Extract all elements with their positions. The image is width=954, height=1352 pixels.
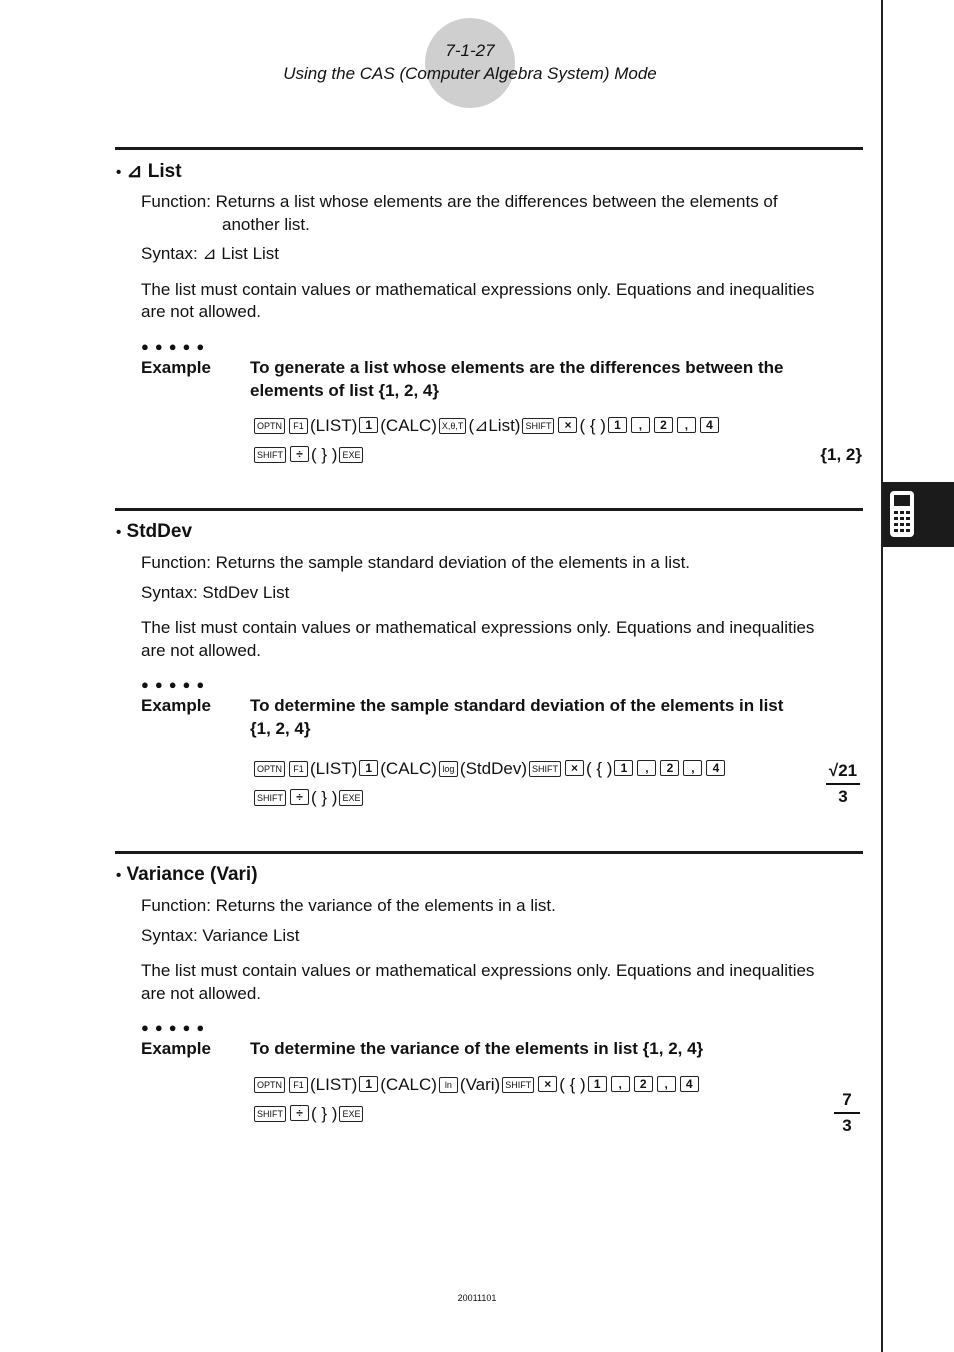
example-label: Example — [141, 696, 211, 715]
section-title: • ⊿ List — [116, 161, 182, 182]
chapter-tab — [883, 482, 954, 547]
exe-key: EXE — [339, 790, 363, 806]
shift-key: SHIFT — [254, 447, 286, 463]
key-sequence-cont — [252, 445, 365, 465]
example-label: Example — [141, 358, 211, 377]
shift-key: SHIFT — [254, 790, 286, 806]
ln-key: ln — [439, 1077, 458, 1093]
exe-key: EXE — [339, 1106, 363, 1122]
key-annotation: (⊿List) — [468, 416, 521, 435]
fraction-denominator: 3 — [842, 1115, 852, 1135]
section-rule — [115, 851, 863, 854]
key-sequence — [252, 416, 721, 436]
comma-key: , — [657, 1076, 676, 1092]
example-description-cont: {1, 2, 4} — [250, 719, 311, 738]
page-subtitle: Using the CAS (Computer Algebra System) Mode — [283, 64, 657, 83]
digit-key: 2 — [634, 1076, 653, 1092]
fraction-numerator: 7 — [842, 1090, 852, 1109]
section-rule — [115, 508, 863, 511]
exe-key: EXE — [339, 447, 363, 463]
optn-key: OPTN — [254, 761, 285, 777]
function-text: Function: Returns the sample standard deviation of the elements in a list. — [141, 553, 691, 572]
page-number: 7-1-27 — [445, 41, 495, 60]
example-description: To determine the sample standard deviation of the elements in list — [250, 696, 784, 715]
multiply-key: × — [565, 760, 584, 776]
key-annotation: (CALC) — [380, 416, 437, 435]
digit-key: 1 — [359, 417, 378, 433]
multiply-key: × — [538, 1076, 557, 1092]
x-theta-t-key: X,θ,T — [439, 418, 467, 434]
footer-code: 20011101 — [457, 1293, 497, 1303]
log-key: log — [439, 761, 458, 777]
function-text: Function: Returns a list whose elements are the differences between the elements of — [141, 192, 778, 211]
example-dots: ●●●●● — [141, 339, 211, 354]
key-annotation: ( } ) — [311, 788, 338, 807]
key-annotation: ( } ) — [311, 1104, 338, 1123]
fraction-denominator: 3 — [838, 786, 848, 806]
function-text: Function: Returns the variance of the elements in a list. — [141, 896, 556, 915]
shift-key: SHIFT — [522, 418, 554, 434]
divide-key: ÷ — [290, 789, 309, 805]
key-annotation: (LIST) — [310, 416, 358, 435]
section-rule — [115, 147, 863, 150]
digit-key: 4 — [706, 760, 725, 776]
page-edge-rule — [881, 0, 883, 1352]
fraction-numerator: √21 — [828, 761, 858, 780]
digit-key: 4 — [700, 417, 719, 433]
key-annotation: (Vari) — [459, 1075, 501, 1094]
function-text-cont: another list. — [222, 215, 310, 234]
shift-key: SHIFT — [529, 761, 561, 777]
multiply-key: × — [558, 417, 577, 433]
key-sequence — [252, 759, 727, 779]
fraction-bar — [826, 783, 860, 785]
syntax-text: Syntax: Variance List — [141, 926, 300, 945]
page-number-badge — [425, 18, 515, 108]
f1-key: F1 — [289, 418, 308, 434]
optn-key: OPTN — [254, 418, 285, 434]
key-annotation: ( { ) — [559, 1075, 586, 1094]
example-description-cont: elements of list {1, 2, 4} — [250, 381, 439, 400]
digit-key: 1 — [608, 417, 627, 433]
example-dots: ●●●●● — [141, 677, 211, 692]
key-annotation: (CALC) — [380, 759, 437, 778]
f1-key: F1 — [289, 1077, 308, 1093]
key-annotation: (StdDev) — [459, 759, 527, 778]
digit-key: 2 — [654, 417, 673, 433]
digit-key: 1 — [359, 760, 378, 776]
note-text: The list must contain values or mathematical expressions only. Equations and inequalities — [141, 618, 815, 637]
key-sequence-cont — [252, 788, 365, 808]
key-annotation: ( { ) — [586, 759, 613, 778]
key-sequence-cont — [252, 1104, 365, 1124]
digit-key: 4 — [680, 1076, 699, 1092]
note-text-cont: are not allowed. — [141, 984, 262, 1003]
comma-key: , — [631, 417, 650, 433]
optn-key: OPTN — [254, 1077, 285, 1093]
note-text-cont: are not allowed. — [141, 641, 262, 660]
comma-key: , — [683, 760, 702, 776]
digit-key: 1 — [359, 1076, 378, 1092]
key-annotation: ( { ) — [579, 416, 606, 435]
note-text: The list must contain values or mathematical expressions only. Equations and inequalities — [141, 961, 815, 980]
divide-key: ÷ — [290, 446, 309, 462]
digit-key: 1 — [588, 1076, 607, 1092]
note-text-cont: are not allowed. — [141, 302, 262, 321]
key-annotation: (LIST) — [310, 1075, 358, 1094]
digit-key: 2 — [660, 760, 679, 776]
key-annotation: (LIST) — [310, 759, 358, 778]
key-annotation: (CALC) — [380, 1075, 437, 1094]
comma-key: , — [677, 417, 696, 433]
syntax-text: Syntax: StdDev List — [141, 583, 290, 602]
syntax-text: Syntax: ⊿ List List — [141, 244, 280, 263]
key-sequence — [252, 1075, 701, 1095]
comma-key: , — [611, 1076, 630, 1092]
example-description: To determine the variance of the elements in list {1, 2, 4} — [250, 1039, 704, 1058]
fraction-bar — [834, 1112, 860, 1114]
comma-key: , — [637, 760, 656, 776]
example-description: To generate a list whose elements are the differences between the — [250, 358, 784, 377]
shift-key: SHIFT — [254, 1106, 286, 1122]
shift-key: SHIFT — [502, 1077, 534, 1093]
calculator-icon — [887, 490, 917, 538]
section-title: • StdDev — [116, 521, 193, 542]
example-result-fraction — [826, 761, 860, 807]
note-text: The list must contain values or mathematical expressions only. Equations and inequalities — [141, 280, 815, 299]
digit-key: 1 — [614, 760, 633, 776]
example-result-fraction — [834, 1090, 860, 1136]
key-annotation: ( } ) — [311, 445, 338, 464]
example-label: Example — [141, 1039, 211, 1058]
f1-key: F1 — [289, 761, 308, 777]
example-dots: ●●●●● — [141, 1020, 211, 1035]
example-result: {1, 2} — [820, 445, 862, 464]
divide-key: ÷ — [290, 1105, 309, 1121]
section-title: • Variance (Vari) — [116, 864, 258, 885]
